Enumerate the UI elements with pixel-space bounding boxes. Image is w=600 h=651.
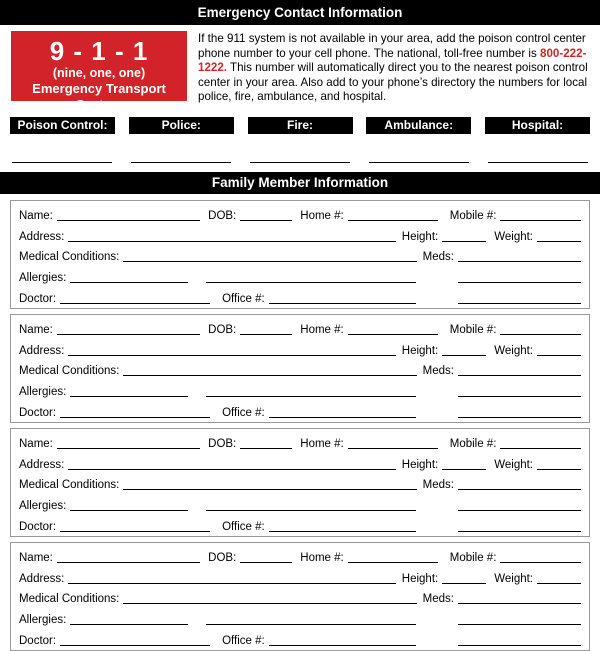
poison-control-write-in-line xyxy=(12,161,112,163)
weight-label: Weight: xyxy=(494,458,533,471)
fire-write-in-line xyxy=(250,161,350,163)
name-write-in-line xyxy=(57,560,200,563)
office-phone-write-in-line xyxy=(269,415,416,418)
allergies-label: Allergies: xyxy=(19,614,67,627)
doctor-write-in-line xyxy=(60,643,210,646)
home-phone-write-in-line xyxy=(348,218,438,221)
member-row-medical-meds xyxy=(19,358,581,378)
doctor-label: Doctor: xyxy=(19,406,57,419)
member-row-allergies xyxy=(19,265,581,285)
meds-label: Meds: xyxy=(422,479,454,492)
medical-conditions-write-in-line xyxy=(123,259,416,262)
member-row-name-dob-phones xyxy=(19,317,581,337)
meds-label: Meds: xyxy=(422,593,454,606)
instructions-text-after: This number will automatically direct you to the nearest poison control center in your area. Also add to your phone’s directory the numbers for local police, fire, ambulance, and hospital. xyxy=(198,61,588,104)
911-number: 9 - 1 - 1 xyxy=(49,36,149,66)
home-phone-label: Home #: xyxy=(300,438,344,451)
dob-write-in-line xyxy=(240,218,292,221)
doctor-write-in-line xyxy=(60,529,210,532)
member-row-name-dob-phones xyxy=(19,203,581,223)
height-write-in-line xyxy=(442,239,486,242)
emergency-info-row xyxy=(11,31,590,112)
poison-control-phone-number: 800-222-1222. xyxy=(198,46,587,75)
meds-write-in-line xyxy=(458,601,581,604)
allergies-label: Allergies: xyxy=(19,500,67,513)
911-badge xyxy=(11,31,187,112)
police-write-in-line xyxy=(131,161,231,163)
doctor-label: Doctor: xyxy=(19,292,57,305)
weight-label: Weight: xyxy=(494,230,533,243)
meds-continuation-line-2 xyxy=(458,529,581,532)
weight-write-in-line xyxy=(537,467,581,470)
member-row-address-height-weight xyxy=(19,566,581,586)
dob-label: DOB: xyxy=(208,210,237,223)
dob-label: DOB: xyxy=(208,438,237,451)
allergies-write-in-line xyxy=(70,622,188,625)
family-member-block xyxy=(10,428,590,537)
meds-label: Meds: xyxy=(422,365,454,378)
mobile-phone-label: Mobile #: xyxy=(449,324,497,337)
address-label: Address: xyxy=(19,230,65,243)
medical-conditions-label: Medical Conditions: xyxy=(19,479,120,492)
height-write-in-line xyxy=(442,353,486,356)
name-label: Name: xyxy=(19,210,53,223)
contact-labels-row xyxy=(10,117,590,134)
weight-label: Weight: xyxy=(494,344,533,357)
member-row-medical-meds xyxy=(19,586,581,606)
office-phone-write-in-line xyxy=(269,301,416,304)
member-row-allergies xyxy=(19,379,581,399)
dob-write-in-line xyxy=(240,446,292,449)
hospital-write-in-line xyxy=(488,161,588,163)
meds-continuation-line-2 xyxy=(458,301,581,304)
emergency-section-header xyxy=(0,0,600,25)
office-phone-label: Office #: xyxy=(222,634,265,647)
name-write-in-line xyxy=(57,218,200,221)
height-label: Height: xyxy=(401,230,439,243)
doctor-label: Doctor: xyxy=(19,634,57,647)
doctor-label: Doctor: xyxy=(19,520,57,533)
address-write-in-line xyxy=(68,581,395,584)
family-section-title: Family Member Information xyxy=(211,174,389,190)
medical-conditions-write-in-line xyxy=(123,373,416,376)
allergies-continuation-line xyxy=(206,394,416,397)
member-row-name-dob-phones xyxy=(19,431,581,451)
office-phone-write-in-line xyxy=(269,643,416,646)
name-write-in-line xyxy=(57,446,200,449)
member-row-name-dob-phones xyxy=(19,545,581,565)
doctor-write-in-line xyxy=(60,301,210,304)
911-pronunciation: (nine, one, one) xyxy=(52,66,146,80)
mobile-phone-write-in-line xyxy=(500,446,581,449)
dob-write-in-line xyxy=(240,332,292,335)
medical-conditions-label: Medical Conditions: xyxy=(19,593,120,606)
allergies-write-in-line xyxy=(70,280,188,283)
mobile-phone-write-in-line xyxy=(500,218,581,221)
home-phone-write-in-line xyxy=(348,560,438,563)
member-row-address-height-weight xyxy=(19,452,581,472)
weight-write-in-line xyxy=(537,581,581,584)
family-member-block xyxy=(10,542,590,651)
office-phone-label: Office #: xyxy=(222,520,265,533)
family-member-block xyxy=(10,200,590,309)
dob-write-in-line xyxy=(240,560,292,563)
address-write-in-line xyxy=(68,239,395,242)
allergies-continuation-line xyxy=(206,622,416,625)
address-label: Address: xyxy=(19,344,65,357)
home-phone-label: Home #: xyxy=(300,324,344,337)
address-label: Address: xyxy=(19,458,65,471)
mobile-phone-label: Mobile #: xyxy=(449,438,497,451)
family-member-block xyxy=(10,314,590,423)
height-label: Height: xyxy=(401,572,439,585)
instructions-text-before: If the 911 system is not available in your area, add the poison control center phone number to your cell phone. The national, toll-free number is xyxy=(198,32,586,60)
medical-conditions-write-in-line xyxy=(123,487,416,490)
member-row-doctor-office xyxy=(19,514,581,534)
doctor-write-in-line xyxy=(60,415,210,418)
mobile-phone-label: Mobile #: xyxy=(449,552,497,565)
meds-continuation-line-1 xyxy=(458,280,581,283)
allergies-write-in-line xyxy=(70,508,188,511)
weight-label: Weight: xyxy=(494,572,533,585)
allergies-continuation-line xyxy=(206,280,416,283)
allergies-continuation-line xyxy=(206,508,416,511)
family-members xyxy=(10,200,590,651)
medical-conditions-label: Medical Conditions: xyxy=(19,251,120,264)
allergies-write-in-line xyxy=(70,394,188,397)
name-label: Name: xyxy=(19,552,53,565)
allergies-label: Allergies: xyxy=(19,386,67,399)
member-row-allergies xyxy=(19,607,581,627)
meds-write-in-line xyxy=(458,373,581,376)
height-label: Height: xyxy=(401,344,439,357)
weight-write-in-line xyxy=(537,353,581,356)
contact-box-hospital: Hospital: xyxy=(485,117,590,134)
height-write-in-line xyxy=(442,581,486,584)
height-write-in-line xyxy=(442,467,486,470)
home-phone-write-in-line xyxy=(348,446,438,449)
mobile-phone-label: Mobile #: xyxy=(449,210,497,223)
contact-box-police: Police: xyxy=(129,117,234,134)
member-row-allergies xyxy=(19,493,581,513)
address-write-in-line xyxy=(68,353,395,356)
allergies-label: Allergies: xyxy=(19,272,67,285)
office-phone-write-in-line xyxy=(269,529,416,532)
name-write-in-line xyxy=(57,332,200,335)
name-label: Name: xyxy=(19,438,53,451)
member-row-address-height-weight xyxy=(19,338,581,358)
family-section-header xyxy=(0,172,600,194)
weight-write-in-line xyxy=(537,239,581,242)
meds-continuation-line-1 xyxy=(458,508,581,511)
home-phone-label: Home #: xyxy=(300,552,344,565)
name-label: Name: xyxy=(19,324,53,337)
meds-continuation-line-1 xyxy=(458,622,581,625)
meds-label: Meds: xyxy=(422,251,454,264)
contact-box-ambulance: Ambulance: xyxy=(366,117,471,134)
address-label: Address: xyxy=(19,572,65,585)
member-row-medical-meds xyxy=(19,244,581,264)
meds-continuation-line-1 xyxy=(458,394,581,397)
member-row-doctor-office xyxy=(19,400,581,420)
ambulance-write-in-line xyxy=(369,161,469,163)
dob-label: DOB: xyxy=(208,324,237,337)
mobile-phone-write-in-line xyxy=(500,332,581,335)
home-phone-label: Home #: xyxy=(300,210,344,223)
height-label: Height: xyxy=(401,458,439,471)
meds-write-in-line xyxy=(458,259,581,262)
address-write-in-line xyxy=(68,467,395,470)
dob-label: DOB: xyxy=(208,552,237,565)
contact-write-in-lines-row xyxy=(12,161,588,163)
member-row-doctor-office xyxy=(19,628,581,648)
office-phone-label: Office #: xyxy=(222,406,265,419)
mobile-phone-write-in-line xyxy=(500,560,581,563)
meds-continuation-line-2 xyxy=(458,643,581,646)
911-system-label: Emergency Transport System xyxy=(32,81,166,112)
office-phone-label: Office #: xyxy=(222,292,265,305)
member-row-address-height-weight xyxy=(19,224,581,244)
contact-box-fire: Fire: xyxy=(248,117,353,134)
poison-control-instructions xyxy=(198,31,590,105)
meds-write-in-line xyxy=(458,487,581,490)
home-phone-write-in-line xyxy=(348,332,438,335)
emergency-section-title: Emergency Contact Information xyxy=(197,5,403,20)
meds-continuation-line-2 xyxy=(458,415,581,418)
medical-conditions-label: Medical Conditions: xyxy=(19,365,120,378)
member-row-medical-meds xyxy=(19,472,581,492)
medical-conditions-write-in-line xyxy=(123,601,416,604)
contact-box-poison-control: Poison Control: xyxy=(10,117,115,134)
member-row-doctor-office xyxy=(19,286,581,306)
